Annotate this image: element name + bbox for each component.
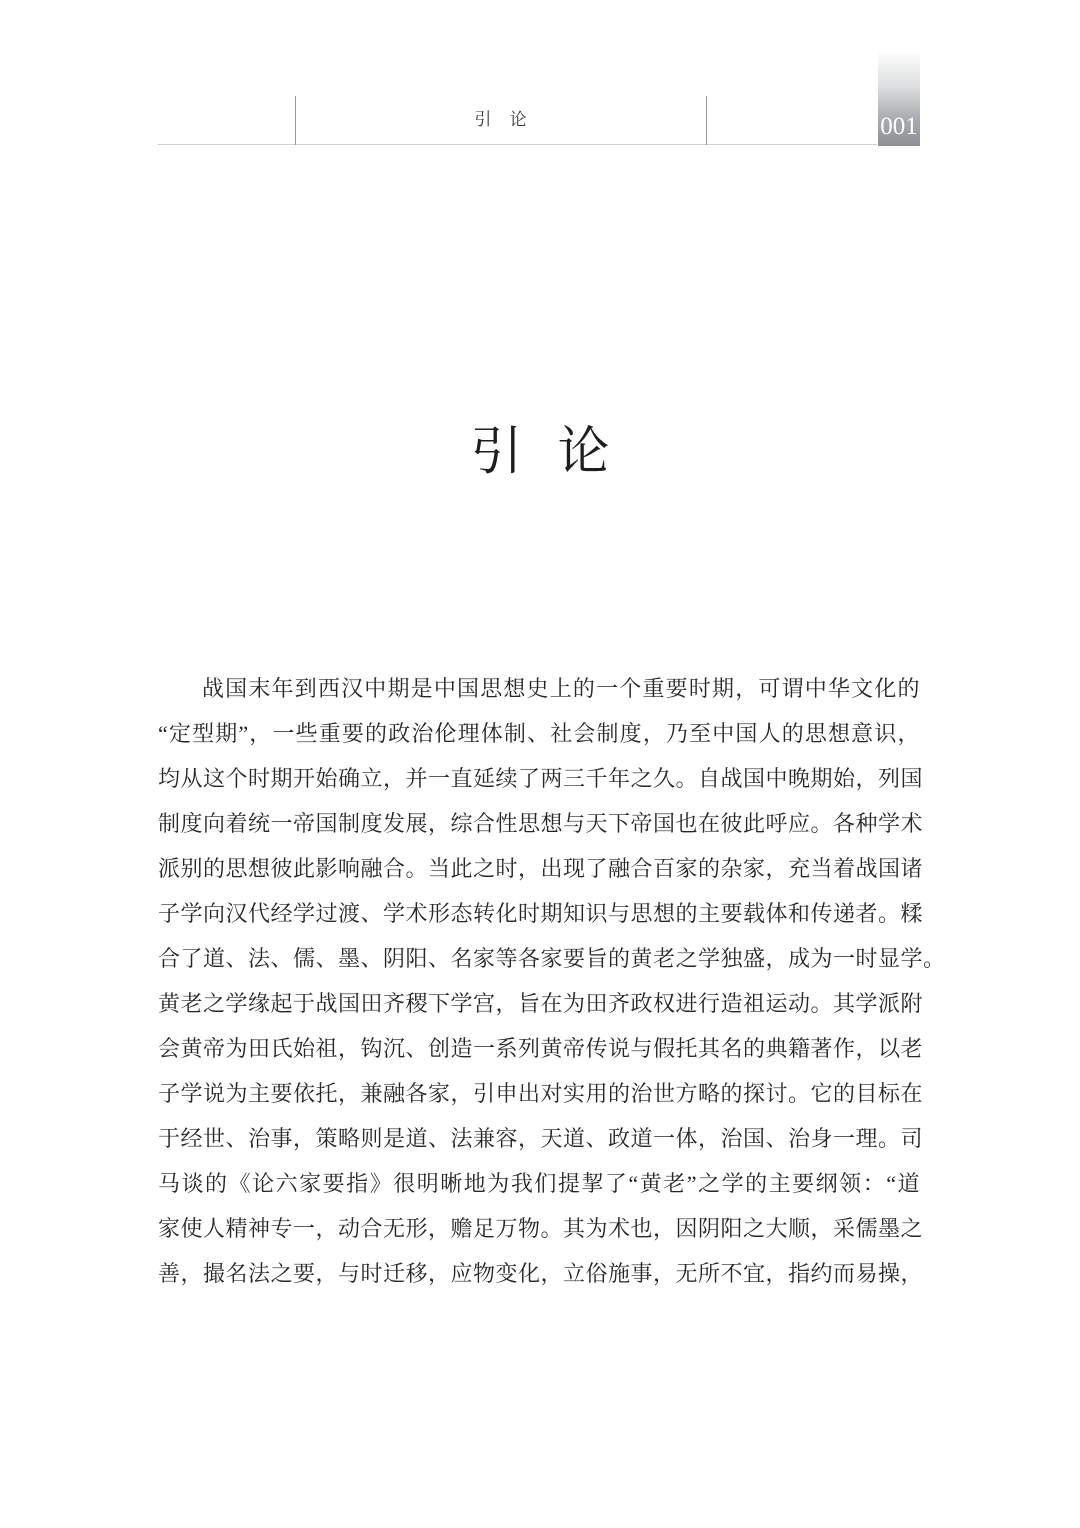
header-tick-right	[706, 96, 707, 145]
body-line: 善，撮名法之要，与时迁移，应物变化，立俗施事，无所不宜，指约而易操，	[158, 1261, 924, 1286]
body-line: 于经世、治事，策略则是道、法兼容，天道、政道一体，治国、治身一理。司	[158, 1126, 924, 1151]
header-rule	[158, 144, 877, 145]
body-line: 制度向着统一帝国制度发展，综合性思想与天下帝国也在彼此呼应。各种学术	[158, 811, 924, 836]
page-number: 001	[880, 113, 918, 140]
body-line: 马谈的《论六家要指》很明晰地为我们提挈了“黄老”之学的主要纲领：“道	[158, 1171, 920, 1196]
body-line: 战国末年到西汉中期是中国思想史上的一个重要时期，可谓中华文化的	[202, 676, 920, 701]
body-line: 黄老之学缘起于战国田齐稷下学宫，旨在为田齐政权进行造祖运动。其学派附	[158, 991, 924, 1016]
body-line: 均从这个时期开始确立，并一直延续了两三千年之久。自战国中晚期始，列国	[158, 766, 924, 791]
body-paragraph	[158, 666, 946, 1296]
page-number-bar	[878, 50, 920, 146]
body-line: 合了道、法、儒、墨、阴阳、名家等各家要旨的黄老之学独盛，成为一时显学。	[158, 946, 946, 971]
body-line: “定型期”，一些重要的政治伦理体制、社会制度，乃至中国人的思想意识，	[158, 721, 920, 746]
running-header-title: 引 论	[474, 110, 527, 129]
body-line: 会黄帝为田氏始祖，钩沉、创造一系列黄帝传说与假托其名的典籍著作，以老	[158, 1036, 924, 1061]
body-line: 子学向汉代经学过渡、学术形态转化时期知识与思想的主要载体和传递者。糅	[158, 901, 924, 926]
body-line: 派别的思想彼此影响融合。当此之时，出现了融合百家的杂家，充当着战国诸	[158, 856, 924, 881]
chapter-title: 引 论	[470, 424, 610, 481]
body-line: 子学说为主要依托，兼融各家，引申出对实用的治世方略的探讨。它的目标在	[158, 1081, 924, 1106]
body-line: 家使人精神专一，动合无形，赡足万物。其为术也，因阴阳之大顺，采儒墨之	[158, 1216, 924, 1241]
